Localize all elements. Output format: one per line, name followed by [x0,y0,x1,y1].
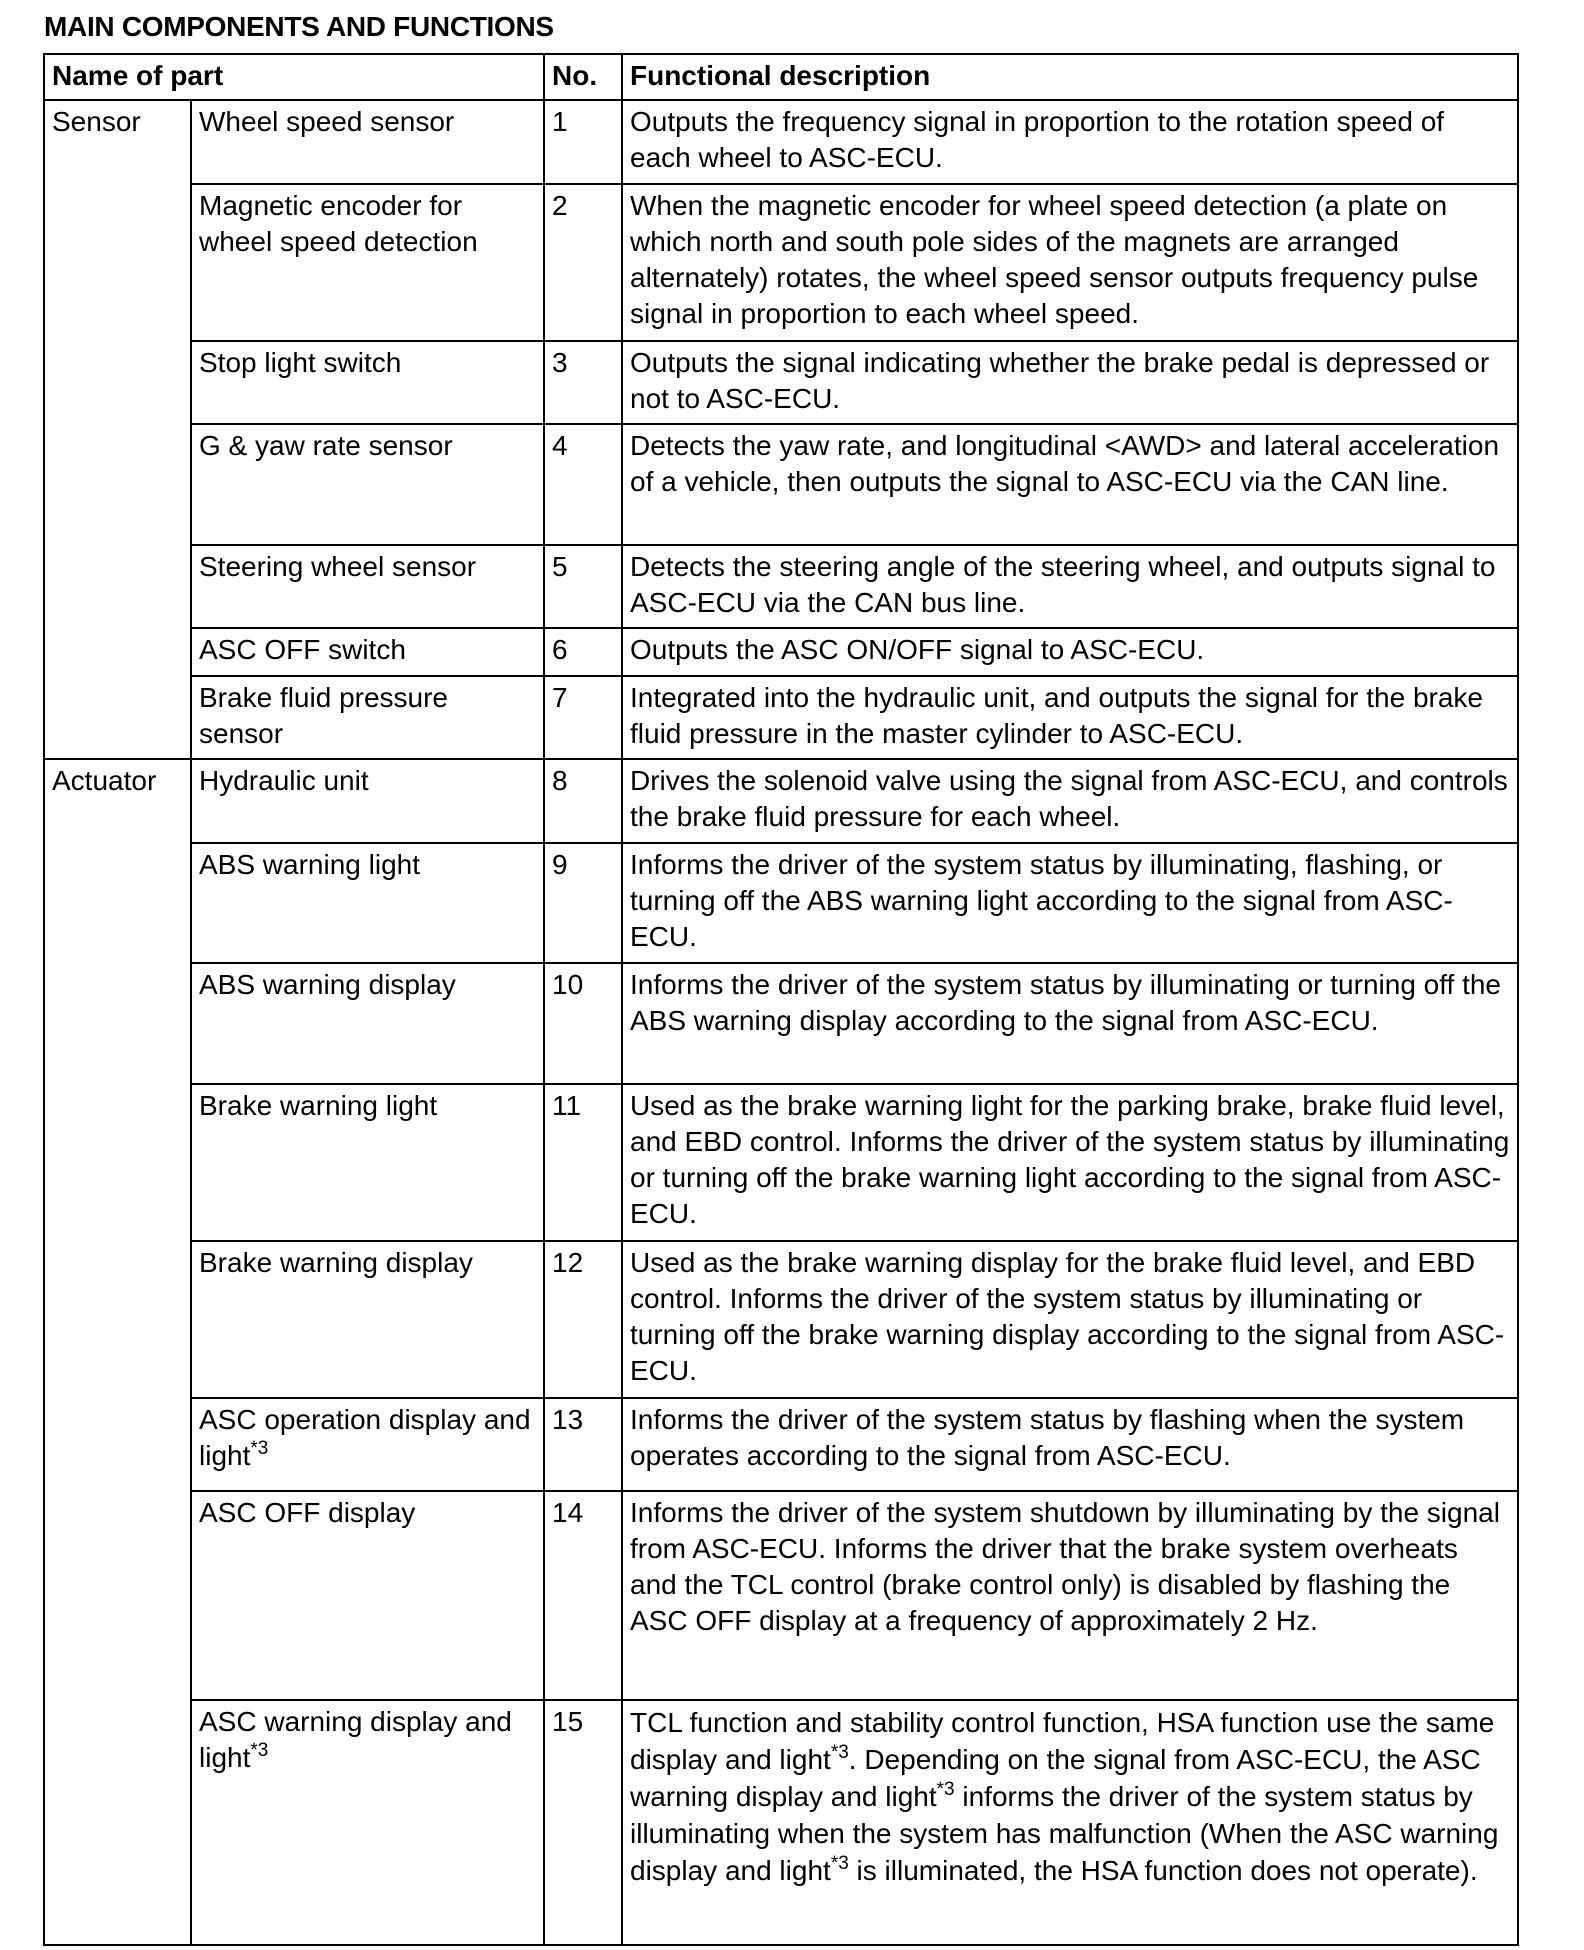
part-number: 5 [544,545,622,628]
table-row [44,184,1518,341]
part-number: 10 [544,963,622,1084]
part-description: Detects the steering angle of the steering wheel, and outputs signal to ASC-ECU via the CAN bus line. [622,545,1518,628]
table-row [44,1241,1518,1398]
part-name: ASC OFF switch [191,628,544,676]
part-description: Drives the solenoid valve using the signal from ASC-ECU, and controls the brake fluid pressure for each wheel. [622,759,1518,843]
part-name-text: ASC warning display and light [199,1706,512,1773]
part-name: ASC OFF display [191,1491,544,1700]
part-name [191,1398,544,1491]
description-part-1: TCL function and stability control function, HSA function use the same display and light [630,1707,1495,1775]
part-description: Outputs the frequency signal in proportion to the rotation speed of each wheel to ASC-ECU. [622,100,1518,184]
part-number: 15 [544,1700,622,1945]
page-title: MAIN COMPONENTS AND FUNCTIONS [44,11,554,42]
part-name: Brake warning light [191,1084,544,1241]
table-row [44,1398,1518,1491]
part-number: 8 [544,759,622,843]
part-number: 3 [544,341,622,424]
table-row [44,100,1518,184]
components-table [43,53,1519,1946]
table-header-row [44,54,1518,100]
part-description: Used as the brake warning light for the parking brake, brake fluid level, and EBD control. Informs the driver of the system status by illuminating or turning off the brake warning light according to the signal from ASC-ECU. [622,1084,1518,1241]
table-row [44,676,1518,759]
description-part-4: is illuminated, the HSA function does not operate). [848,1855,1478,1886]
part-description: When the magnetic encoder for wheel speed detection (a plate on which north and south pole sides of the magnets are arranged alternately) rotates, the wheel speed sensor outputs frequency pulse signal in proportion to each wheel speed. [622,184,1518,341]
table-row [44,963,1518,1084]
part-name: G & yaw rate sensor [191,424,544,545]
part-number: 14 [544,1491,622,1700]
part-name: Brake warning display [191,1241,544,1398]
description-part-2: . Depending on the signal from ASC-ECU, the ASC warning display and light [630,1744,1481,1812]
part-description: Informs the driver of the system status by illuminating, flashing, or turning off the ABS warning light according to the signal from ASC-ECU. [622,843,1518,963]
part-description: Informs the driver of the system status by flashing when the system operates according to the signal from ASC-ECU. [622,1398,1518,1491]
header-functional-description: Functional description [622,54,1518,100]
footnote-marker: *3 [830,1742,849,1763]
table-row [44,1700,1518,1945]
part-number: 1 [544,100,622,184]
part-name: Wheel speed sensor [191,100,544,184]
part-name: ABS warning display [191,963,544,1084]
part-description: Detects the yaw rate, and longitudinal <AWD> and lateral acceleration of a vehicle, then outputs the signal to ASC-ECU via the CAN line. [622,424,1518,545]
part-description: Used as the brake warning display for the brake fluid level, and EBD control. Informs the driver of the system status by illuminating or turning off the brake warning display according to the signal from ASC-ECU. [622,1241,1518,1398]
footnote-marker: *3 [250,1438,269,1459]
header-name-of-part: Name of part [44,54,544,100]
part-name: Stop light switch [191,341,544,424]
table-row [44,759,1518,843]
category-sensor: Sensor [44,100,191,759]
part-description: Outputs the signal indicating whether the brake pedal is depressed or not to ASC-ECU. [622,341,1518,424]
part-number: 6 [544,628,622,676]
description-part-3: informs the driver of the system status by illuminating when the system has malfunction (When the ASC warning display and light [630,1781,1499,1886]
table-row [44,424,1518,545]
part-number: 7 [544,676,622,759]
part-name: ABS warning light [191,843,544,963]
part-name: Brake fluid pressure sensor [191,676,544,759]
part-number: 12 [544,1241,622,1398]
table-row [44,1491,1518,1700]
part-number: 2 [544,184,622,341]
table-row [44,545,1518,628]
table-row [44,628,1518,676]
part-name: Hydraulic unit [191,759,544,843]
footnote-marker: *3 [936,1779,955,1800]
part-name-text: ASC operation display and light [199,1404,531,1471]
footnote-marker: *3 [830,1853,849,1874]
part-number: 13 [544,1398,622,1491]
part-description [622,1700,1518,1945]
header-no: No. [544,54,622,100]
table-row [44,341,1518,424]
part-number: 9 [544,843,622,963]
category-actuator: Actuator [44,759,191,1945]
part-description: Informs the driver of the system shutdown by illuminating by the signal from ASC-ECU. Informs the driver that the brake system overheats and the TCL control (brake control only) is disabled by flashing the ASC OFF display at a frequency of approximately 2 Hz. [622,1491,1518,1700]
part-description: Integrated into the hydraulic unit, and outputs the signal for the brake fluid pressure in the master cylinder to ASC-ECU. [622,676,1518,759]
table-row [44,1084,1518,1241]
part-number: 11 [544,1084,622,1241]
footnote-marker: *3 [250,1740,269,1761]
part-description: Outputs the ASC ON/OFF signal to ASC-ECU. [622,628,1518,676]
part-description: Informs the driver of the system status by illuminating or turning off the ABS warning display according to the signal from ASC-ECU. [622,963,1518,1084]
part-number: 4 [544,424,622,545]
part-name [191,1700,544,1945]
part-name: Magnetic encoder for wheel speed detection [191,184,544,341]
table-row [44,843,1518,963]
part-name: Steering wheel sensor [191,545,544,628]
